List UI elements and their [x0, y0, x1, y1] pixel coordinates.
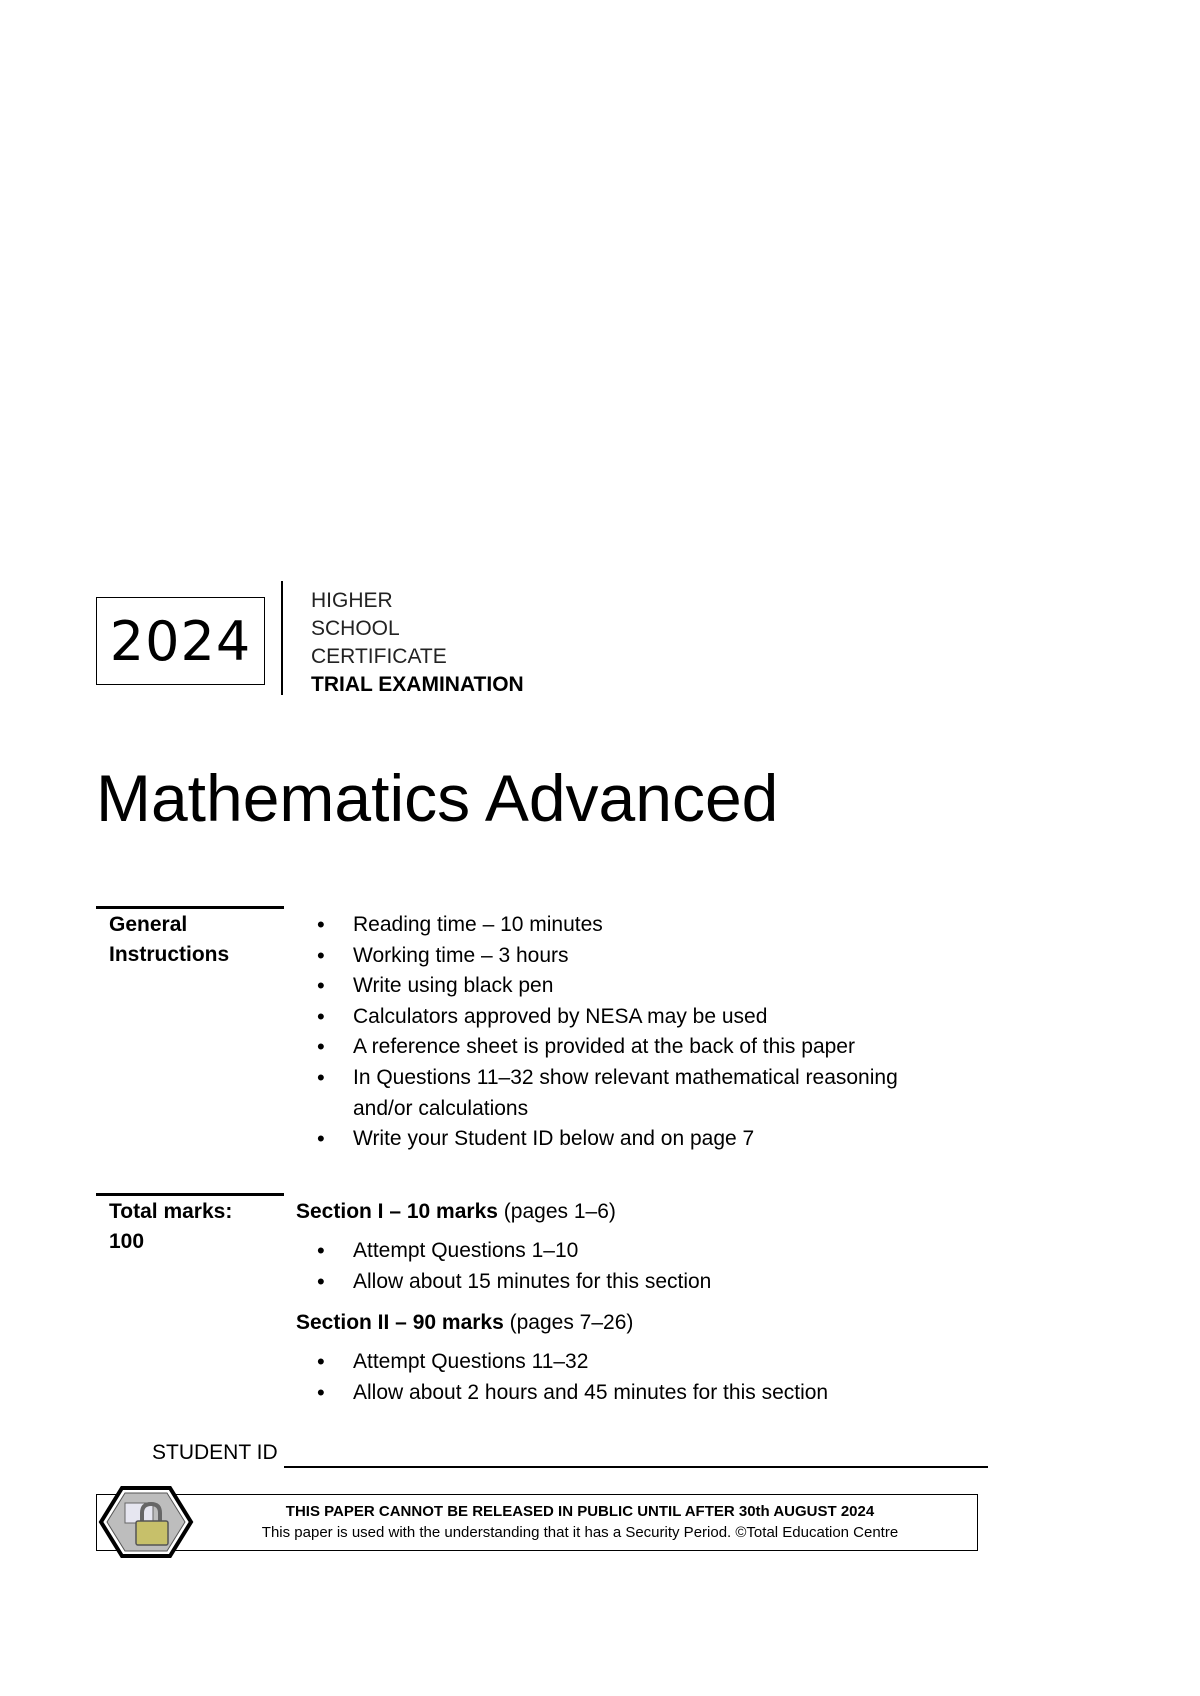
student-id-line[interactable] — [284, 1466, 988, 1468]
total-marks-rule — [96, 1193, 284, 1196]
exam-title: Mathematics Advanced — [96, 761, 779, 835]
list-item: • Write using black pen — [317, 971, 957, 1002]
hsc-block — [311, 587, 524, 699]
general-instructions-rule — [96, 906, 284, 909]
list-item: • Attempt Questions 11–32 — [317, 1347, 957, 1378]
trial-examination-label: TRIAL EXAMINATION — [311, 673, 524, 696]
year-box: 2024 — [96, 597, 265, 685]
list-item: • Calculators approved by NESA may be used — [317, 1002, 957, 1033]
general-instructions-list — [317, 910, 957, 1155]
list-item: • In Questions 11–32 show relevant mathematical reasoning and/or calculations — [317, 1063, 957, 1124]
list-item: • Working time – 3 hours — [317, 941, 957, 972]
list-item: • Reading time – 10 minutes — [317, 910, 957, 941]
padlock-icon — [98, 1485, 194, 1559]
hsc-line-school: SCHOOL — [311, 617, 400, 640]
list-item: • Write your Student ID below and on page 7 — [317, 1124, 957, 1155]
list-item: • Allow about 2 hours and 45 minutes for this section — [317, 1378, 957, 1409]
hsc-line-higher: HIGHER — [311, 589, 393, 612]
section-2-list — [317, 1347, 957, 1408]
hsc-line-certificate: CERTIFICATE — [311, 645, 447, 668]
total-marks-label: Total marks: 100 — [109, 1200, 233, 1253]
section-2-heading: Section II – 90 marks (pages 7–26) — [296, 1311, 634, 1334]
list-item: • Attempt Questions 1–10 — [317, 1236, 957, 1267]
general-instructions-label: General Instructions — [109, 913, 230, 966]
section-1-list — [317, 1236, 957, 1297]
security-notice-text — [190, 1502, 970, 1544]
section-1-heading: Section I – 10 marks (pages 1–6) — [296, 1200, 616, 1223]
list-item: • Allow about 15 minutes for this section — [317, 1267, 957, 1298]
header-divider — [281, 581, 283, 695]
release-date-notice: THIS PAPER CANNOT BE RELEASED IN PUBLIC UNTIL AFTER 30th AUGUST 2024 — [285, 1503, 875, 1520]
list-item: • A reference sheet is provided at the back of this paper — [317, 1032, 957, 1063]
student-id-label: STUDENT ID — [152, 1441, 278, 1464]
copyright-notice: This paper is used with the understanding that it has a Security Period. ©Total Education Centre — [261, 1524, 899, 1541]
